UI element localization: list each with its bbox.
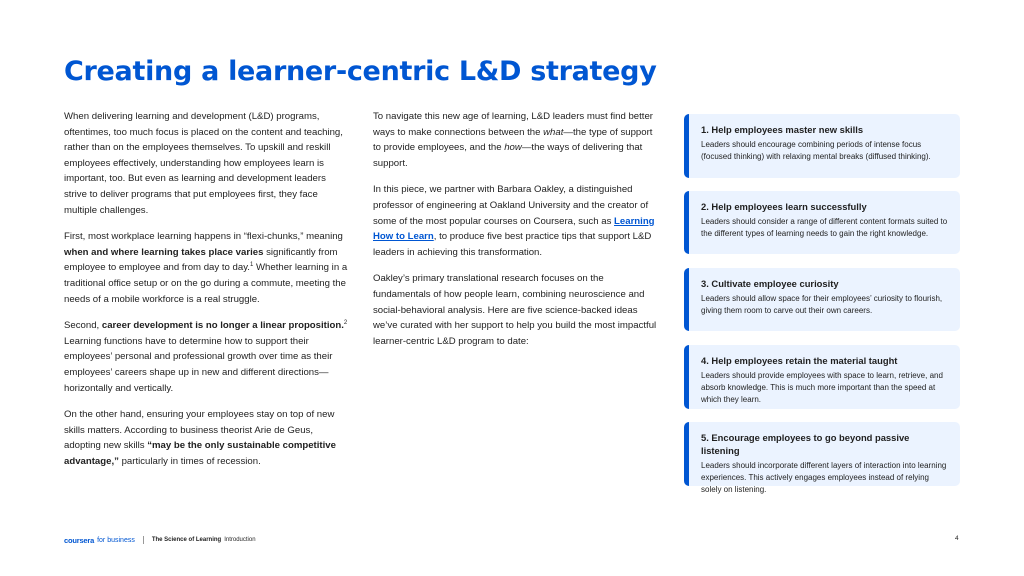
tip-card-4	[684, 345, 960, 409]
tip-card-5	[684, 422, 960, 494]
footer-section-title: The Science of Learning	[151, 537, 222, 543]
tip-title: 1. Help employees master new skills	[701, 124, 864, 135]
emphasis-text: how	[504, 142, 522, 154]
footer-divider	[143, 536, 144, 544]
tip-body: Leaders should provide employees with space to learn, retrieve, and absorb knowledge. This is much more important than the speed at which they learn.	[701, 371, 943, 404]
paragraph-intro	[64, 109, 350, 218]
tip-body: Leaders should encourage combining periods of intense focus (focused thinking) with relaxing mental breaks (diffused thinking).	[701, 140, 931, 161]
intro-column-left	[64, 109, 350, 480]
page-footer	[64, 535, 256, 545]
emphasis-text: what	[543, 126, 564, 138]
page-title: Creating a learner-centric L&D strategy	[64, 56, 657, 87]
paragraph-text: Oakley’s primary translational research focuses on the fundamentals of how people learn, combining neuroscience and social-behavioral analysis. Here are five science-backed ideas we’ve curated with her support to help you build the most impactful learner-centric L&D program to date:	[373, 273, 657, 347]
paragraph-text: First, most workplace learning happens in “flexi-chunks,” meaning	[64, 231, 343, 243]
tip-title: 2. Help employees learn successfully	[701, 201, 867, 212]
paragraph-text: Whether learning in a traditional office setup or on the go during a commute, meeting the needs of a mobile workforce is a real struggle.	[64, 262, 348, 305]
paragraph-text: Learning functions have to determine how to support their employees’ personal and professional growth over time as their employees’ careers shape up in new and different directions—horizontally and vertically.	[64, 335, 333, 394]
emphasis-text: when and where learning takes place varies	[64, 246, 264, 258]
paragraph-text: When delivering learning and development (L&D) programs, oftentimes, too much focus is placed on the content and teaching, rather than on the employees themselves. To upskill and reskill employees effectively, understanding how employees learn is important, too. But even as learning and development leaders strive to deliver programs that put employees first, they face multiple challenges.	[64, 111, 343, 216]
tip-card-1	[684, 114, 960, 178]
paragraph-text: —the type of support to provide employees, and the	[373, 126, 653, 154]
paragraph-text: Second,	[64, 320, 102, 332]
paragraph-text: To navigate this new age of learning, L&D leaders must find better ways to make connections between the	[373, 111, 653, 138]
footnote-ref[interactable]: 1	[249, 262, 254, 269]
paragraph-text: significantly from employee to employee and from day to day.	[64, 246, 338, 274]
logo-subtitle: for business	[97, 536, 135, 544]
paragraph-research	[373, 271, 663, 349]
paragraph-skills	[64, 407, 350, 469]
course-link[interactable]: Learning How to Learn	[373, 215, 655, 243]
footnote-ref[interactable]: 2	[343, 319, 348, 326]
paragraph-navigate	[373, 109, 663, 171]
emphasis-text: career development is no longer a linear proposition.	[101, 320, 344, 332]
tip-body: Leaders should incorporate different layers of interaction into learning experiences. This actively engages employees instead of relying solely on listening.	[701, 461, 947, 494]
tips-list	[684, 114, 960, 494]
coursera-logo: coursera	[64, 535, 95, 545]
tip-body: Leaders should allow space for their employees’ curiosity to flourish, giving them room to carve out their own careers.	[701, 294, 943, 315]
tip-card-2	[684, 191, 960, 254]
tip-title: 4. Help employees retain the material taught	[701, 355, 898, 366]
paragraph-flexi-chunks	[64, 229, 350, 307]
intro-column-middle	[373, 109, 663, 360]
paragraph-text: , to produce five best practice tips that support L&D leaders in achieving this transformation.	[373, 231, 652, 258]
tip-title: 5. Encourage employees to go beyond passive listening	[701, 432, 910, 456]
paragraph-text: In this piece, we partner with Barbara Oakley, a distinguished professor of engineering at Oakland University and the creator of some of the most popular courses on Coursera, such as	[373, 184, 649, 227]
tip-title: 3. Cultivate employee curiosity	[701, 278, 839, 289]
paragraph-text: —the ways of delivering that support.	[373, 142, 643, 169]
paragraph-text: On the other hand, ensuring your employees stay on top of new skills matters. According to business theorist Arie de Geus, adopting new skills	[64, 409, 335, 452]
paragraph-text: particularly in times of recession.	[118, 455, 261, 467]
paragraph-oakley	[373, 182, 663, 260]
tip-card-3	[684, 268, 960, 331]
footer-chapter: Introduction	[224, 537, 256, 543]
page-number: 4	[955, 535, 959, 542]
tip-body: Leaders should consider a range of different content formats suited to the different types of learning needs to gain the right knowledge.	[701, 217, 948, 238]
emphasis-text: “may be the only sustainable competitive advantage,”	[64, 440, 336, 467]
paragraph-career	[64, 318, 350, 396]
